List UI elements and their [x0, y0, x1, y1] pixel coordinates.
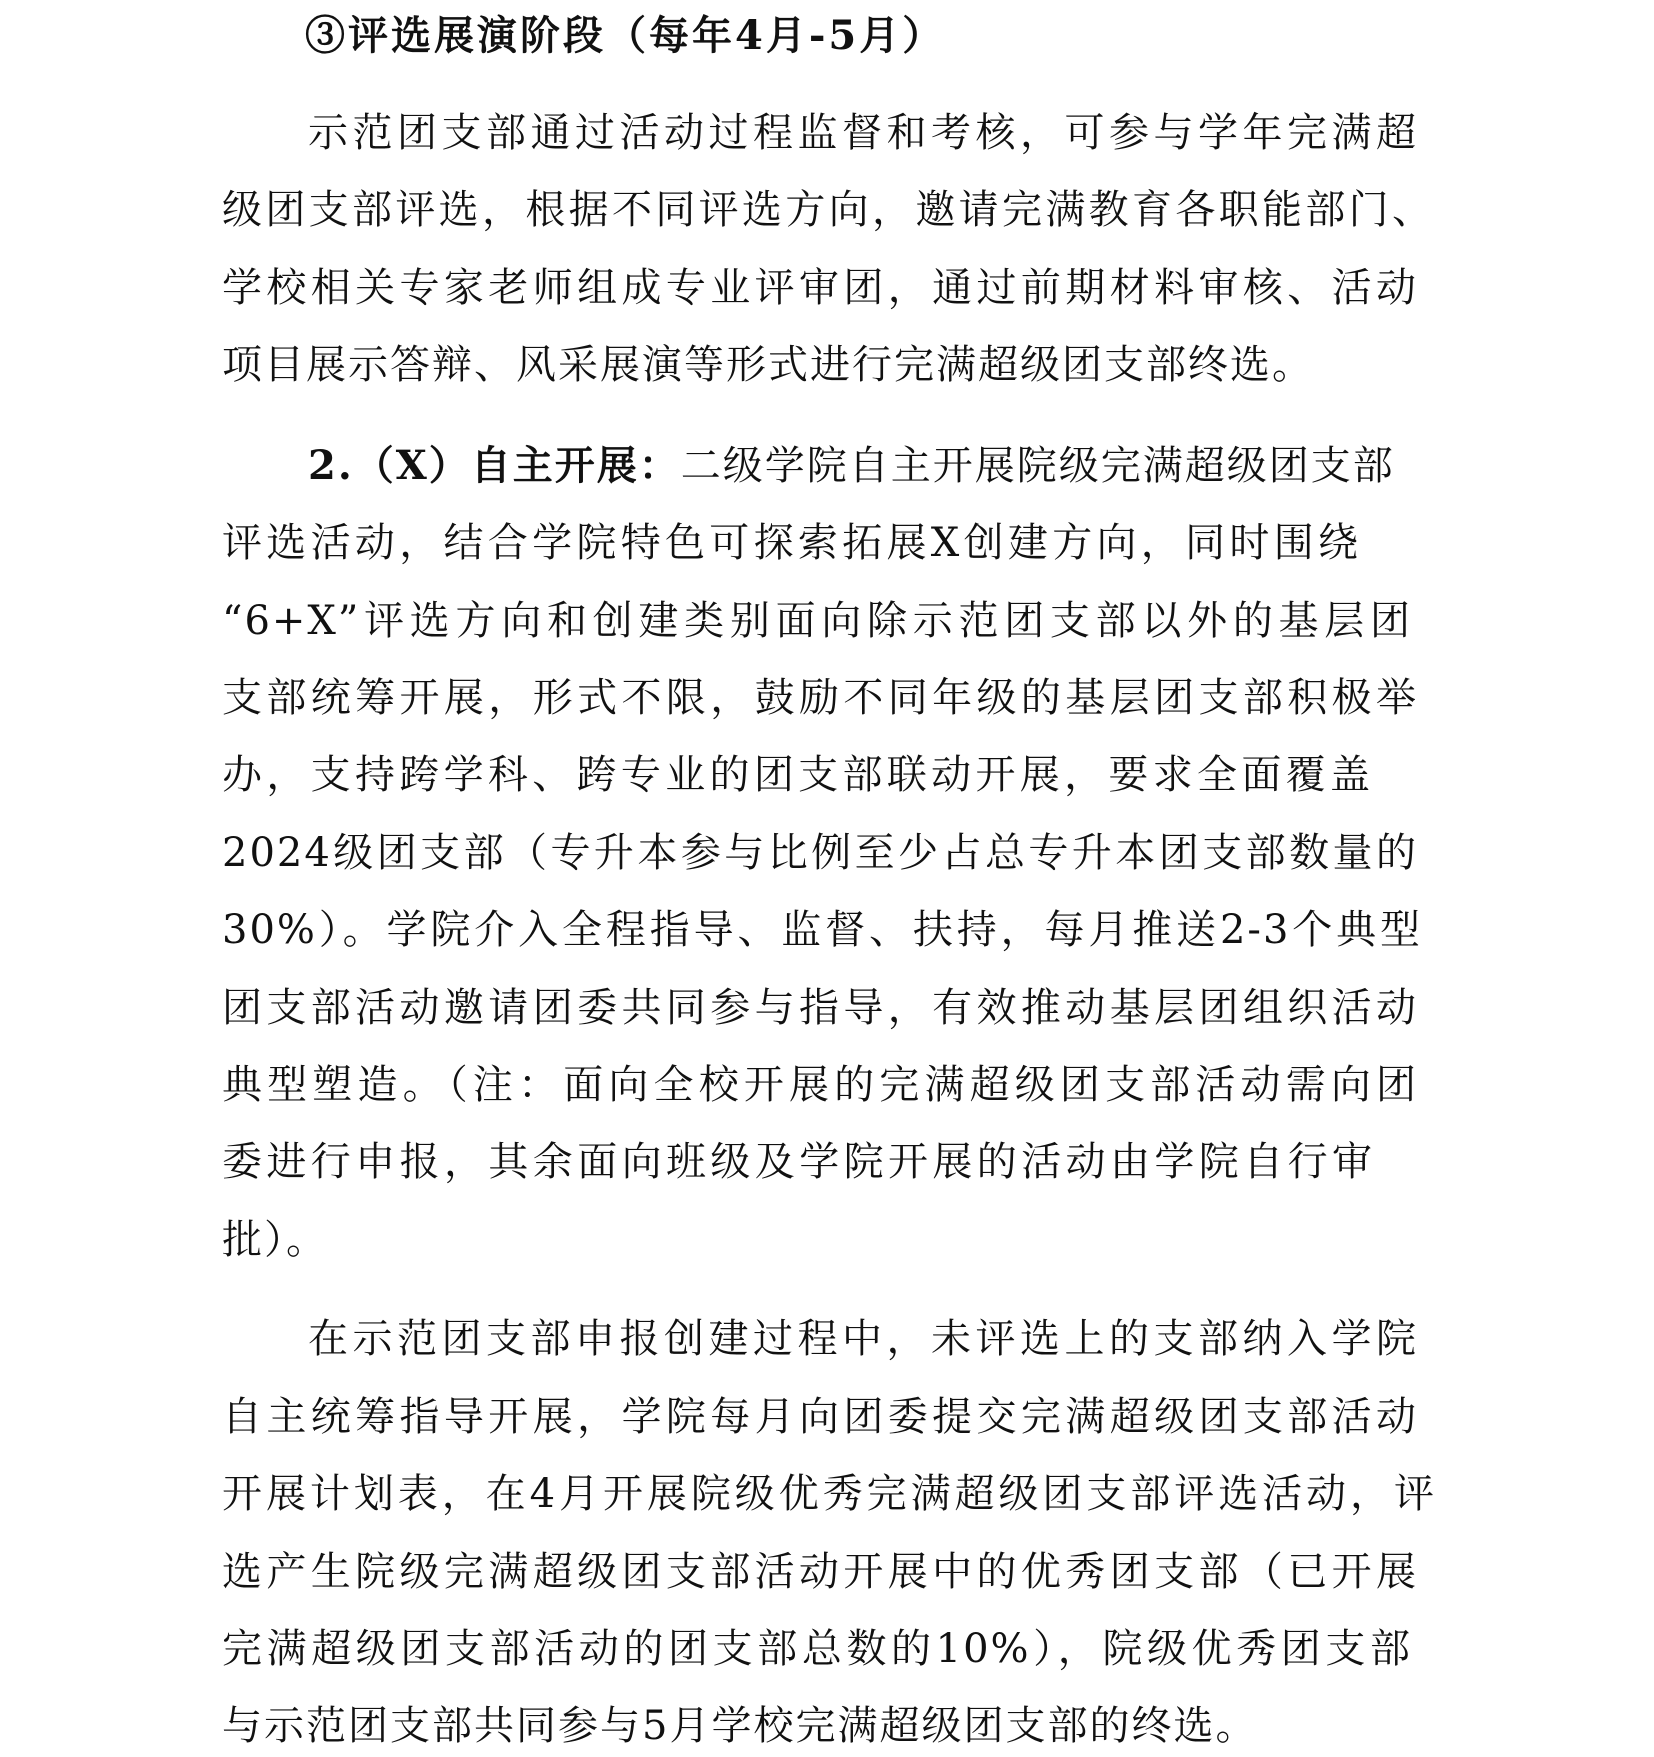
- paragraph-line: 开展计划表，在4月开展院级优秀完满超级团支部评选活动，评: [222, 1471, 1436, 1517]
- paragraph-line: 委进行申报，其余面向班级及学院开展的活动由学院自行审: [222, 1139, 1374, 1185]
- paragraph-line: 2024级团支部（专升本参与比例至少占总专升本团支部数量的: [222, 830, 1418, 876]
- paragraph-line: 项目展示答辩、风采展演等形式进行完满超级团支部终选。: [222, 342, 1314, 388]
- paragraph-line: 30%）。学院介入全程指导、监督、扶持，每月推送2-3个典型: [222, 907, 1422, 953]
- paragraph-line: 批）。: [222, 1217, 328, 1263]
- item-2-first-line: [308, 440, 1395, 492]
- paragraph-line: 选产生院级完满超级团支部活动开展中的优秀团支部（已开展: [222, 1549, 1418, 1595]
- paragraph-line: 团支部活动邀请团委共同参与指导，有效推动基层团组织活动: [222, 985, 1418, 1031]
- paragraph-line: 评选活动，结合学院特色可探索拓展X创建方向，同时围绕: [222, 520, 1360, 566]
- paragraph-line: 自主统筹指导开展，学院每月向团委提交完满超级团支部活动: [222, 1394, 1418, 1440]
- item-2-first-line-text: 二级学院自主开展院级完满超级团支部: [680, 443, 1395, 489]
- paragraph-line: 典型塑造。（注：面向全校开展的完满超级团支部活动需向团: [222, 1062, 1418, 1108]
- paragraph-line: “6+X”评选方向和创建类别面向除示范团支部以外的基层团: [222, 598, 1412, 644]
- paragraph-line: 学校相关专家老师组成专业评审团，通过前期材料审核、活动: [222, 265, 1418, 311]
- item-2-lead: 2.（X）自主开展：: [308, 442, 681, 489]
- paragraph-line: 在示范团支部申报创建过程中，未评选上的支部纳入学院: [308, 1316, 1418, 1362]
- paragraph-line: 与示范团支部共同参与5月学校完满超级团支部的终选。: [222, 1703, 1258, 1749]
- paragraph-line: 支部统筹开展，形式不限，鼓励不同年级的基层团支部积极举: [222, 675, 1418, 721]
- paragraph-line: 示范团支部通过活动过程监督和考核，可参与学年完满超: [308, 110, 1418, 156]
- paragraph-line: 级团支部评选，根据不同评选方向，邀请完满教育各职能部门、: [222, 187, 1434, 233]
- paragraph-line: 办，支持跨学科、跨专业的团支部联动开展，要求全面覆盖: [222, 752, 1372, 798]
- paragraph-line: 完满超级团支部活动的团支部总数的10%），院级优秀团支部: [222, 1626, 1412, 1672]
- section-heading-selection-showcase: ③评选展演阶段（每年4月-5月）: [305, 12, 946, 59]
